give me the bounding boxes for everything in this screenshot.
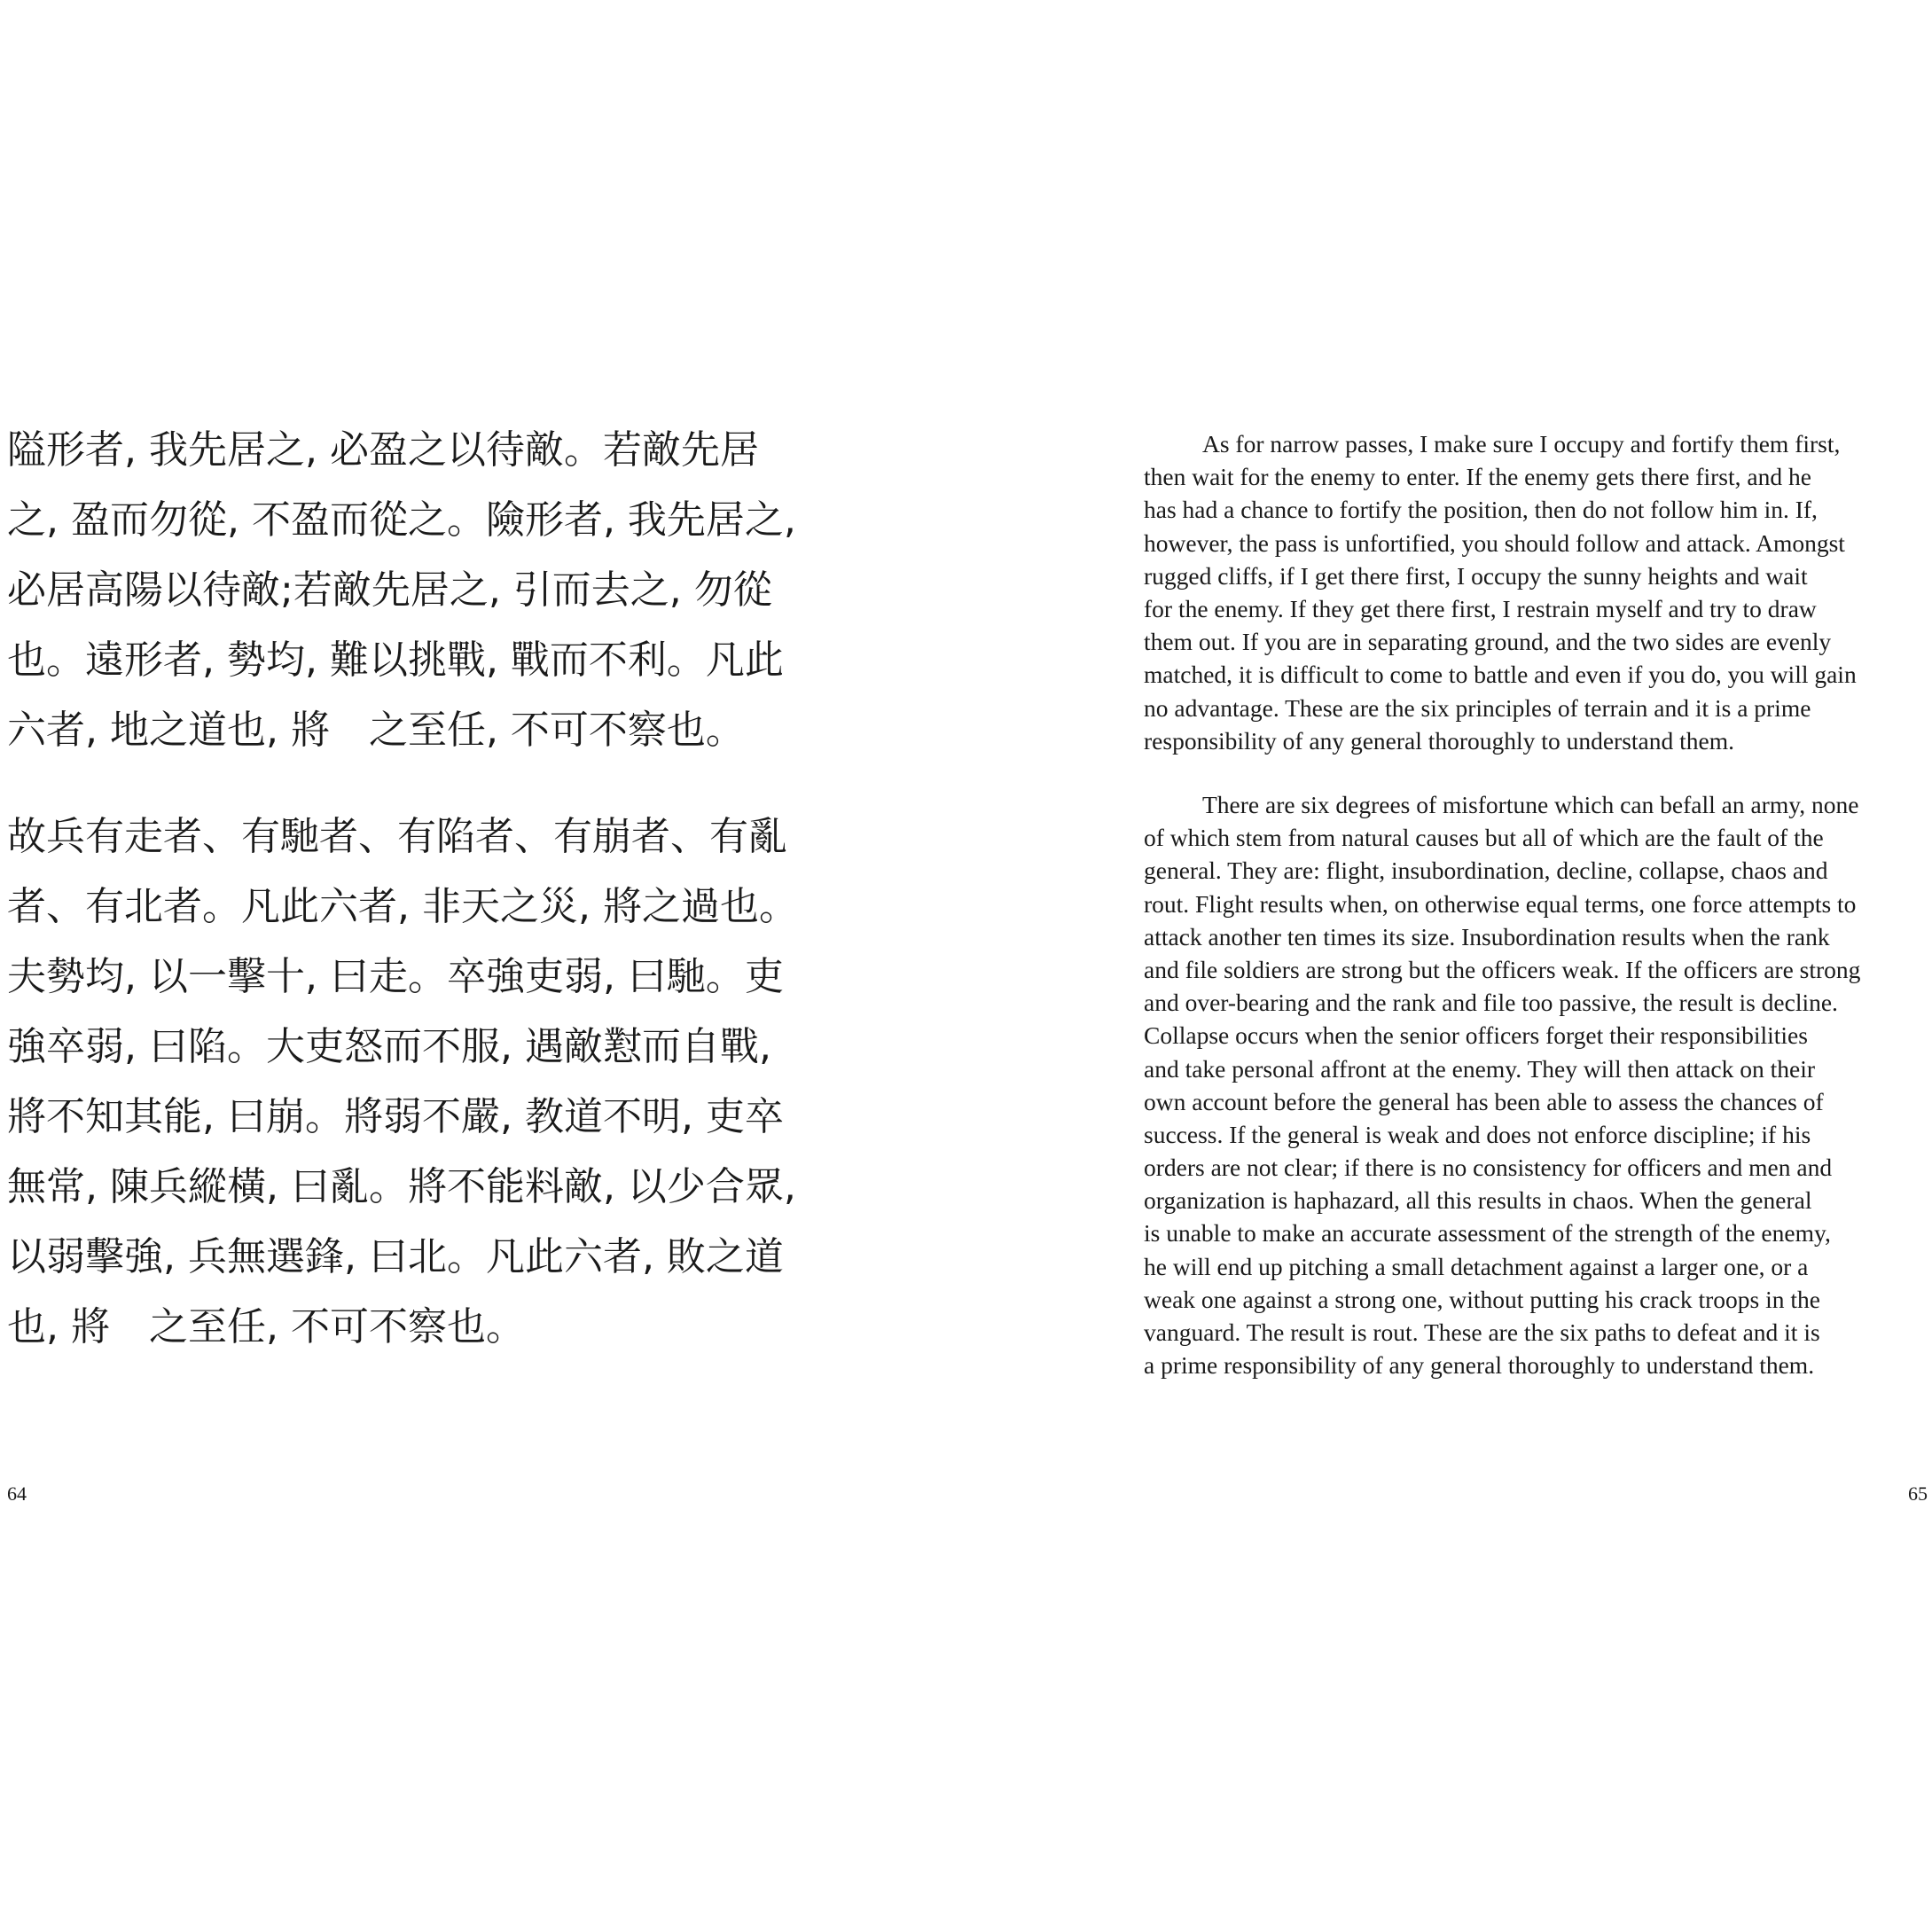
english-text-line: organization is haphazard, all this results in chaos. When the general — [1144, 1186, 1812, 1215]
chinese-text-line: 以弱擊強, 兵無選鋒, 曰北。凡此六者, 敗之道 — [7, 1234, 784, 1279]
english-text-line: orders are not clear; if there is no consistency for officers and men and — [1144, 1154, 1833, 1182]
english-text-line: vanguard. The result is rout. These are the six paths to defeat and it is — [1144, 1318, 1820, 1346]
chinese-text-line: 必居高陽以待敵;若敵先居之, 引而去之, 勿從 — [7, 567, 772, 613]
chinese-text-line: 者、有北者。凡此六者, 非天之災, 將之過也。 — [7, 884, 798, 929]
english-text-line: has had a chance to fortify the position, then do not follow him in. If, — [1144, 496, 1818, 524]
english-text-line: own account before the general has been able to assess the chances of — [1144, 1087, 1824, 1115]
english-text-line: rugged cliffs, if I get there first, I occupy the sunny heights and wait — [1144, 561, 1808, 590]
english-text-line: There are six degrees of misfortune which can befall an army, none — [1202, 791, 1859, 818]
english-text-line: matched, it is difficult to come to battle and even if you do, you will gain — [1144, 661, 1857, 689]
english-text-line: he will end up pitching a small detachment against a larger one, or a — [1144, 1252, 1809, 1280]
english-text-line: however, the pass is unfortified, you should follow and attack. Amongst — [1144, 528, 1845, 557]
english-text-line: and take personal affront at the enemy. They will then attack on their — [1144, 1054, 1816, 1083]
chinese-text-line: 也。遠形者, 勢均, 難以挑戰, 戰而不利。凡此 — [7, 637, 784, 683]
page-number-left: 64 — [7, 1482, 27, 1505]
english-text-line: of which stem from natural causes but all of which are the fault of the — [1144, 824, 1824, 852]
page-number-right: 65 — [1908, 1482, 1928, 1505]
chinese-text-line: 無常, 陳兵縱橫, 曰亂。將不能料敵, 以少合眾, — [7, 1164, 796, 1209]
english-text-line: Collapse occurs when the senior officers forget their responsibilities — [1144, 1021, 1808, 1050]
chinese-paragraph-1 — [7, 415, 805, 765]
chinese-text-line: 六者, 地之道也, 將 之至任, 不可不察也。 — [7, 708, 745, 753]
english-text-line: general. They are: flight, insubordination, decline, collapse, chaos and — [1144, 856, 1828, 885]
english-text-line: then wait for the enemy to enter. If the enemy gets there first, and he — [1144, 463, 1811, 491]
chinese-text-line: 也, 將 之至任, 不可不察也。 — [7, 1304, 525, 1349]
english-text-line: them out. If you are in separating ground, and the two sides are evenly — [1144, 628, 1832, 656]
english-paragraph-1 — [1144, 427, 1932, 757]
english-text-line: and file soldiers are strong but the officers weak. If the officers are strong — [1144, 955, 1861, 983]
english-text-line: no advantage. These are the six principles of terrain and it is a prime — [1144, 693, 1811, 722]
chinese-text-line: 之, 盈而勿從, 不盈而從之。險形者, 我先居之, — [7, 497, 796, 543]
chinese-text-line: 故兵有走者、有馳者、有陷者、有崩者、有亂 — [7, 814, 787, 859]
chinese-paragraph-2 — [7, 802, 805, 1362]
english-text-line: weak one against a strong one, without putting his crack troops in the — [1144, 1285, 1820, 1313]
english-text-line: responsibility of any general thoroughly to understand them. — [1144, 726, 1734, 755]
chinese-text-line: 夫勢均, 以一擊十, 曰走。卒強吏弱, 曰馳。吏 — [7, 954, 784, 999]
chinese-text-line: 強卒弱, 曰陷。大吏怒而不服, 遇敵懟而自戰, — [7, 1024, 771, 1069]
english-paragraph-2 — [1144, 788, 1932, 1381]
english-text-line: a prime responsibility of any general thoroughly to understand them. — [1144, 1351, 1815, 1380]
english-text-line: attack another ten times its size. Insubordination results when the rank — [1144, 922, 1830, 950]
english-text-line: for the enemy. If they get there first, I restrain myself and try to draw — [1144, 594, 1817, 622]
chinese-text-line: 將不知其能, 曰崩。將弱不嚴, 教道不明, 吏卒 — [7, 1094, 784, 1139]
english-text-line: success. If the general is weak and does not enforce discipline; if his — [1144, 1120, 1811, 1148]
english-text-line: As for narrow passes, I make sure I occupy and fortify them first, — [1202, 430, 1841, 458]
chinese-text-line: 隘形者, 我先居之, 必盈之以待敵。若敵先居 — [7, 427, 759, 473]
english-text-line: and over-bearing and the rank and file too passive, the result is decline. — [1144, 989, 1838, 1017]
english-text-line: rout. Flight results when, on otherwise equal terms, one force attempts to — [1144, 889, 1857, 918]
english-text-line: is unable to make an accurate assessment of the strength of the enemy, — [1144, 1219, 1831, 1248]
